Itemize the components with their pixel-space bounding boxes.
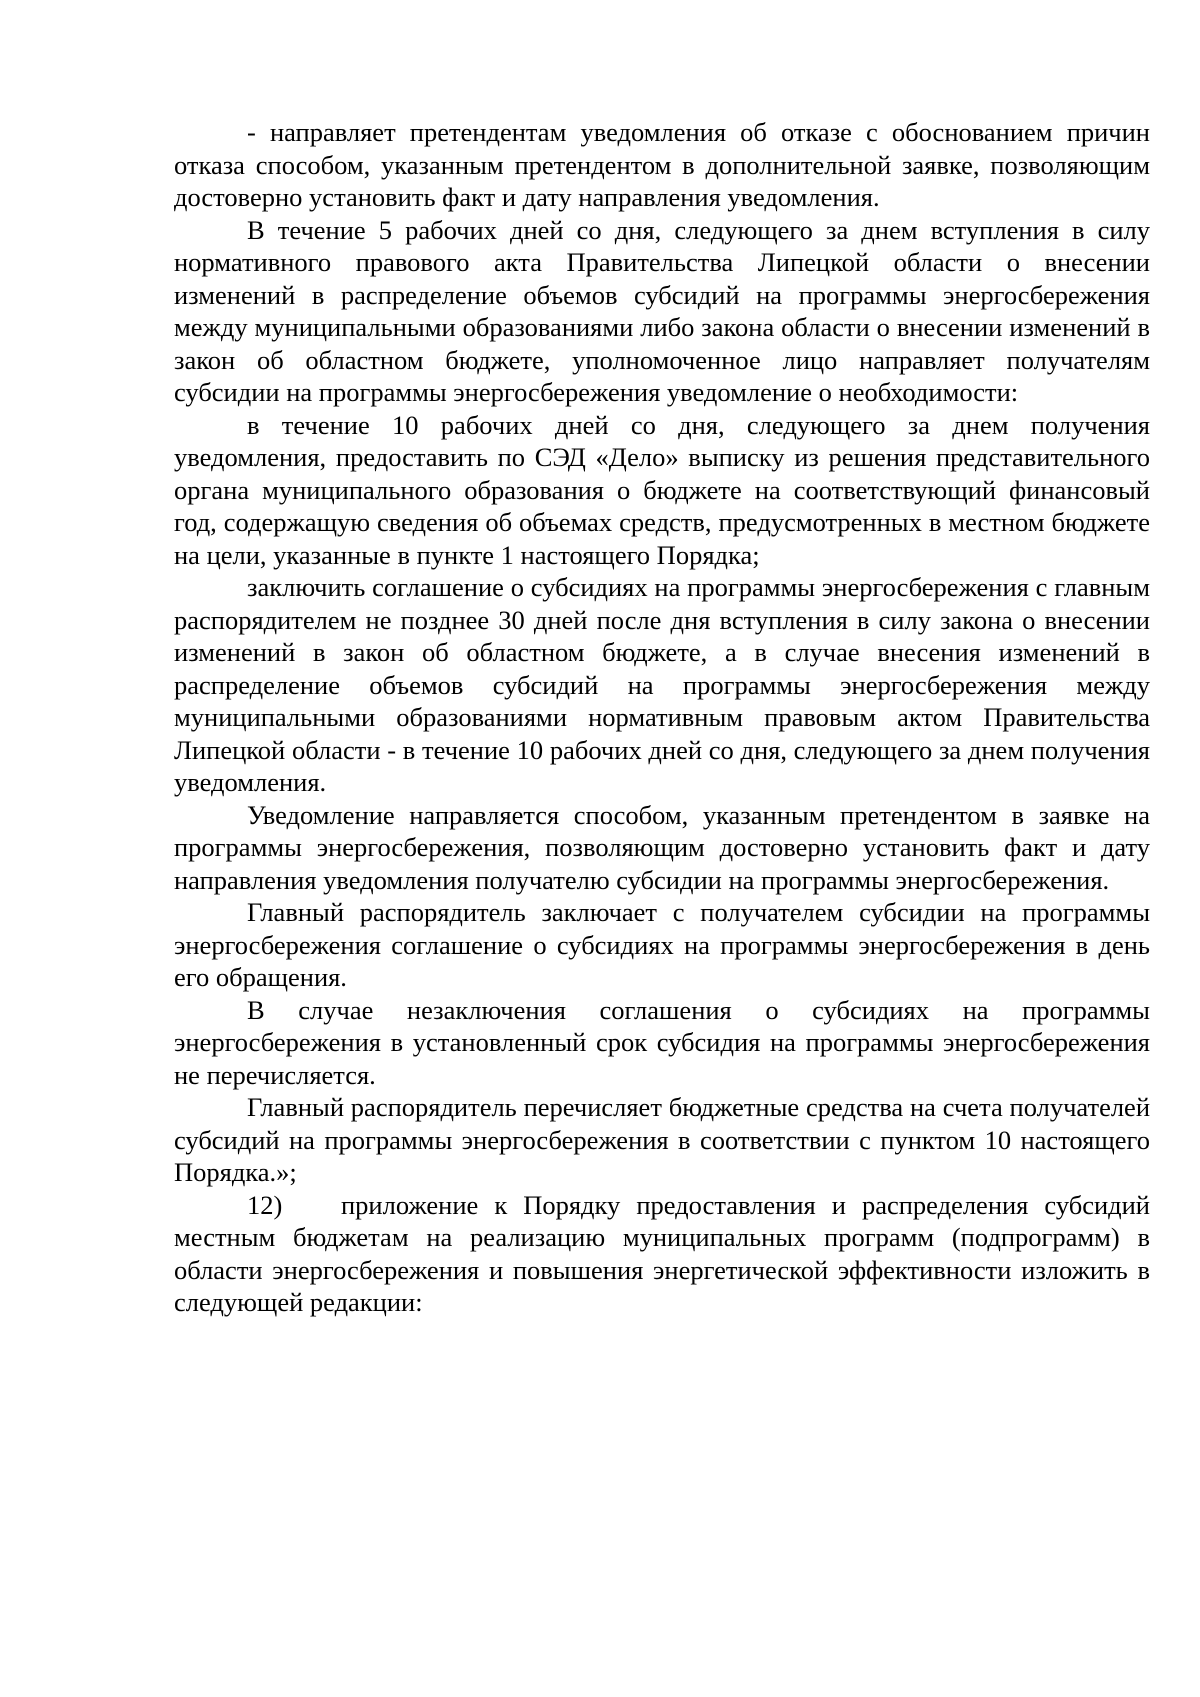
paragraph-agreement-day: Главный распорядитель заключает с получателем субсидии на программы энергосбережения соглашение о субсидиях на программы энергосбережения в день его обращения. [174, 897, 1150, 992]
list-item-12 [174, 1189, 1150, 1319]
paragraph-funds-transfer: Главный распорядитель перечисляет бюджетные средства на счета получателей субсидий на программы энергосбережения в соответствии с пунктом 10 настоящего Порядка.»; [174, 1092, 1150, 1187]
list-item-text: приложение к Порядку предоставления и распределения субсидий местным бюджетам на реализацию муниципальных программ (подпрограмм) в области энергосбережения и повышения энергетической эффективности изложить в следующей редакции: [174, 1189, 1150, 1317]
document-page [174, 116, 1150, 1319]
list-item-number: 12) [247, 1189, 283, 1220]
paragraph-notice-method: Уведомление направляется способом, указанным претендентом в заявке на программы энергосбережения, позволяющим достоверно установить факт и дату направления уведомления получателю субсидии на программы энергосбережения. [174, 799, 1150, 895]
paragraph-refusal-notice: - направляет претендентам уведомления об отказе с обоснованием причин отказа способом, указанным претендентом в дополнительной заявке, позволяющим достоверно установить факт и дату направления уведомления. [174, 117, 1150, 212]
paragraph-ten-days-extract: в течение 10 рабочих дней со дня, следующего за днем получения уведомления, предоставить по СЭД «Дело» выписку из решения представительного органа муниципального образования о бюджете на соответствующий финансовый год, содержащую сведения об объемах средств, предусмотренных в местном бюджете на цели, указанные в пункте 1 настоящего Порядка; [174, 409, 1150, 570]
paragraph-conclude-agreement: заключить соглашение о субсидиях на программы энергосбережения с главным распорядителем не позднее 30 дней после дня вступления в силу закона о внесении изменений в закон об областном бюджете, а в случае внесения изменений в распределение объемов субсидий на программы энергосбережения между муниципальными образованиями нормативным правовым актом Правительства Липецкой области - в течение 10 рабочих дней со дня, следующего за днем получения уведомления. [174, 572, 1150, 797]
paragraph-no-transfer: В случае незаключения соглашения о субсидиях на программы энергосбережения в установленный срок субсидия на программы энергосбережения не перечисляется. [174, 994, 1150, 1090]
paragraph-five-days-notice: В течение 5 рабочих дней со дня, следующего за днем вступления в силу нормативного правового акта Правительства Липецкой области о внесении изменений в распределение объемов субсидий на программы энергосбережения между муниципальными образованиями либо закона области о внесении изменений в закон об областном бюджете, уполномоченное лицо направляет получателям субсидии на программы энергосбережения уведомление о необходимости: [174, 214, 1150, 407]
